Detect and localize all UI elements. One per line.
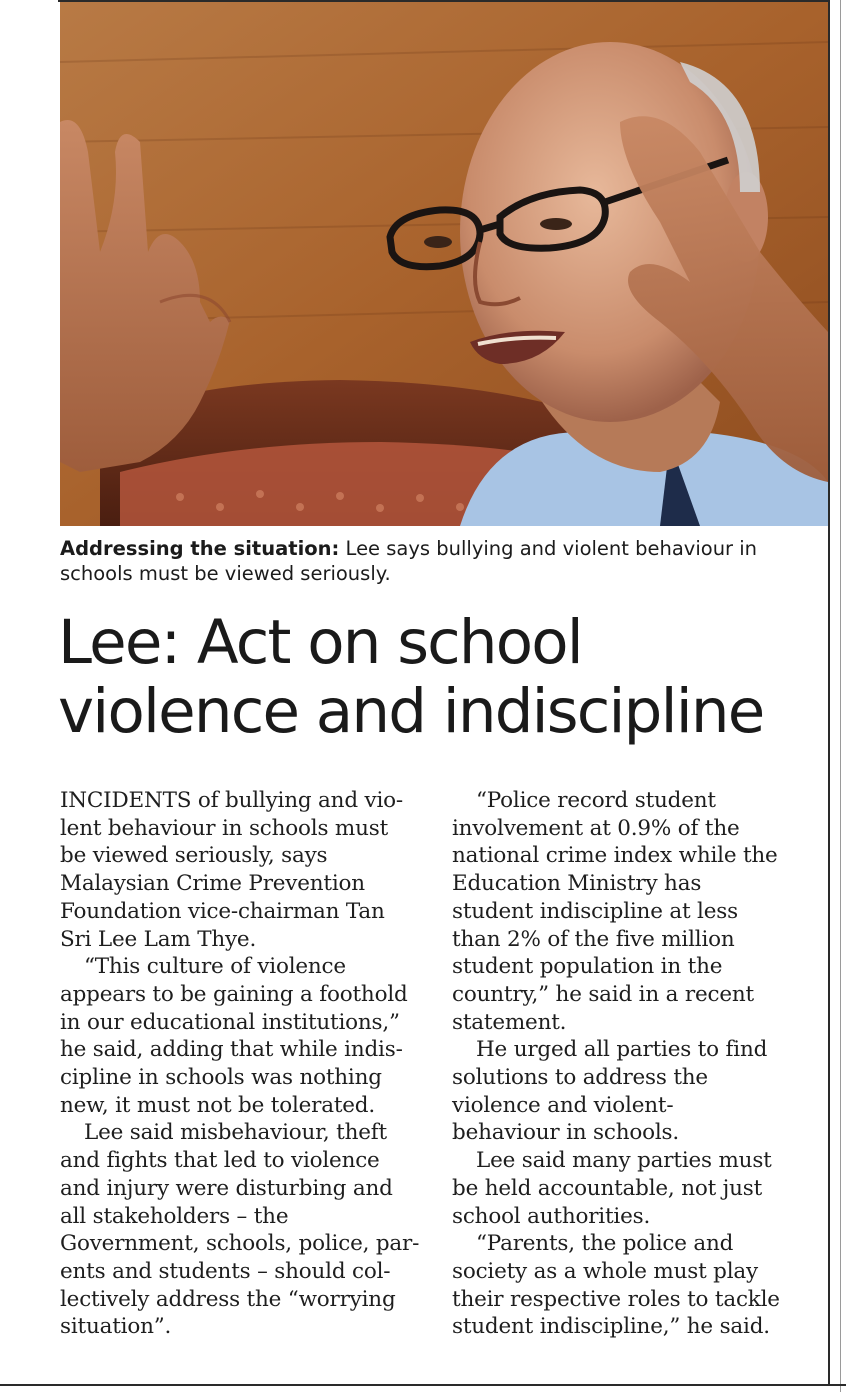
body-line: Sri Lee Lam Thye. [60,926,257,952]
headline-line1: Lee: Act on school [58,607,582,678]
body-line: lectively address the “worrying [60,1286,396,1312]
body-line: school authorities. [452,1203,651,1229]
frame-bottom-rule [0,1384,846,1386]
frame-outer-rule [840,0,841,1392]
frame-right-rule [828,0,830,1386]
body-line: “Parents, the police and [476,1231,734,1257]
body-line: Education Ministry has [452,871,702,897]
body-line: He urged all parties to find [476,1037,768,1063]
body-line: he said, adding that while indis- [60,1037,403,1063]
body-line: their respective roles to tackle [452,1286,780,1312]
body-line: cipline in schools was nothing [60,1065,382,1091]
body-line: national crime index while the [452,843,778,869]
body-line: “Police record student [476,788,716,813]
body-line: “This culture of violence [84,954,346,980]
body-line: Lee said many parties must [476,1148,772,1174]
body-line: all stakeholders – the [60,1203,289,1229]
body-line: Government, schools, police, par- [60,1231,420,1257]
body-line: student population in the [452,954,723,980]
headline-line2: violence and indiscipline [58,676,764,747]
body-line: Lee said misbehaviour, theft [84,1120,387,1146]
body-line: statement. [452,1009,567,1035]
body-line: and injury were disturbing and [60,1175,393,1201]
body-line: ents and students – should col- [60,1258,391,1284]
body-line: Foundation vice-chairman Tan [60,898,385,924]
body-line: behaviour in schools. [452,1120,679,1146]
body-line: lent behaviour in schools must [60,815,389,841]
body-line: solutions to address the [452,1065,708,1091]
body-line: violence and violent- [452,1092,674,1118]
article-column-right [452,787,822,1341]
article-photo [60,2,828,526]
body-line: society as a whole must play [452,1258,758,1284]
body-line: involvement at 0.9% of the [452,815,740,841]
body-line: country,” he said in a recent [452,981,754,1007]
caption-text: Lee says bullying and violent behaviour in [339,537,758,560]
caption-lead: Addressing the situation: [60,537,340,560]
body-line: appears to be gaining a foothold [60,981,408,1007]
body-line: student indiscipline at less [452,898,738,924]
headline [58,608,828,746]
body-line: than 2% of the five million [452,926,735,952]
caption-text-line2: schools must be viewed seriously. [60,562,391,585]
body-line: student indiscipline,” he said. [452,1314,770,1340]
body-line: be held accountable, not just [452,1175,763,1201]
body-line: in our educational institutions,” [60,1009,400,1035]
body-line: Malaysian Crime Prevention [60,871,365,897]
body-line: be viewed seriously, says [60,843,328,869]
body-line: and fights that led to violence [60,1148,380,1174]
article-column-left [60,787,430,1341]
body-line: new, it must not be tolerated. [60,1092,376,1118]
body-line: situation”. [60,1314,172,1340]
body-line: INCIDENTS of bullying and vio- [60,788,403,813]
photo-caption [60,536,820,586]
